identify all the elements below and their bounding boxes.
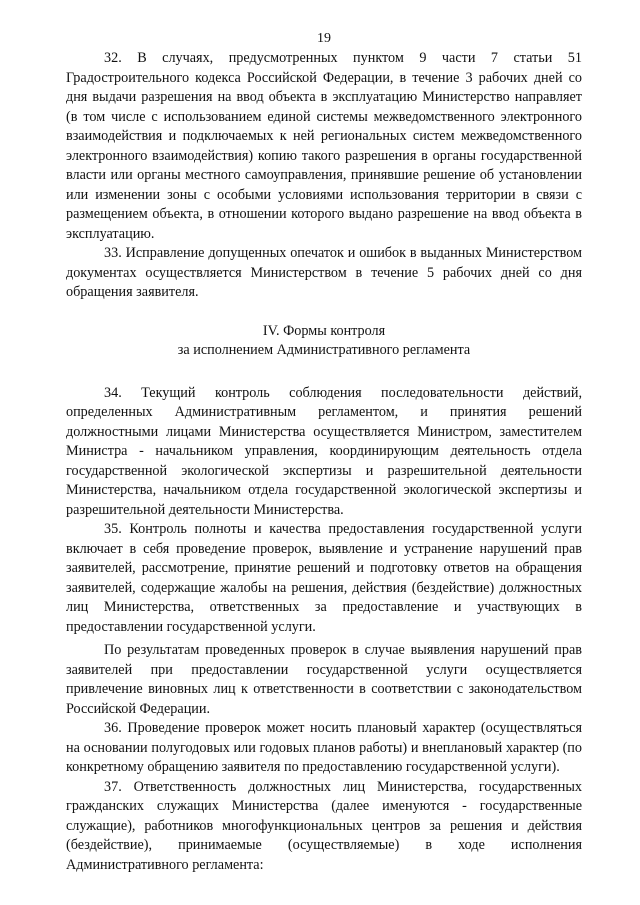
paragraph-36: 36. Проведение проверок может носить плановый характер (осуществляться на основании полугодовых или годовых планов работы) и внеплановый характер (по конкретному обращению заявителя по предоставлению государственной услуги).	[66, 720, 582, 775]
section-title-line1: IV. Формы контроля	[262, 322, 386, 339]
section-heading	[66, 322, 582, 361]
paragraph-37: 37. Ответственность должностных лиц Министерства, государственных гражданских служащих Министерства (далее именуются - государственные служащие), работников многофункциональных центров за решения и действия (бездействие), принимаемые (осуществляемые) в ходе исполнения Административного регламента:	[66, 778, 582, 873]
paragraph-35: 35. Контроль полноты и качества предоставления государственной услуги включает в себя проведение проверок, выявление и устранение нарушений прав заявителей, рассмотрение, принятие решений и подготовку ответов на обращения заявителей, содержащие жалобы на решения, действия (бездействие) должностных лиц Министерства, ответственных за предоставление и участвующих в предоставлении государственной услуги.	[66, 521, 582, 635]
paragraph-33: 33. Исправление допущенных опечаток и ошибок в выданных Министерством документах осуществляется Министерством в течение 5 рабочих дней со дня обращения заявителя.	[66, 245, 582, 300]
paragraph-inspection-results: По результатам проведенных проверок в случае выявления нарушений прав заявителей при предоставлении государственной услуги осуществляется привлечение виновных лиц к ответственности в соответствии с законодательством Российской Федерации.	[66, 642, 582, 717]
section-title-line2: за исполнением Административного регламента	[177, 342, 471, 358]
paragraph-32: 32. В случаях, предусмотренных пунктом 9 части 7 статьи 51 Градостроительного кодекса Российской Федерации, в течение 3 рабочих дней со дня выдачи разрешения на ввод объекта в эксплуатацию Министерство направляет (в том числе с использованием единой системы межведомственного электронного взаимодействия и подключаемых к ней региональных систем межведомственного электронного взаимодействия) копию такого разрешения в органы государственной власти или органы местного самоуправления, принявшие решение об установлении или изменении зоны с особыми условиями использования территории в связи с размещением объекта, в отношении которого выдано разрешение на ввод объекта в эксплуатацию.	[66, 50, 582, 242]
document-body	[66, 49, 582, 875]
paragraph-34: 34. Текущий контроль соблюдения последовательности действий, определенных Административным регламентом, и принятия решений должностными лицами Министерства осуществляется Министром, заместителем Министра - начальником управления, координирующим деятельность отдела государственной экологической экспертизы и разрешительной деятельности Министерства, начальником отдела государственной экологической экспертизы и разрешительной деятельности Министерства.	[66, 384, 582, 518]
page-number: 19	[317, 31, 331, 46]
